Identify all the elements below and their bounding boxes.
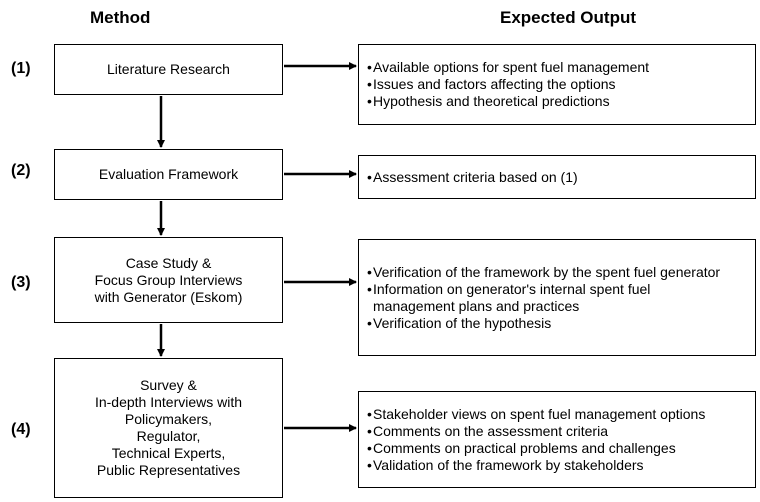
output-item: • Information on generator's internal spent fuel management plans and practices <box>367 281 727 315</box>
method-line: Focus Group Interviews <box>94 271 243 288</box>
expected-output-header: Expected Output <box>500 8 637 27</box>
method-line: Technical Experts, <box>111 445 226 461</box>
step-number-3: (3) <box>11 274 31 291</box>
method-header: Method <box>90 8 151 27</box>
method-line: with Generator (Eskom) <box>94 288 243 305</box>
method-line: Literature Research <box>107 61 230 77</box>
step-number-4: (4) <box>11 421 31 438</box>
output-item: • Validation of the framework by stakeholders <box>367 457 755 474</box>
step-number-2: (2) <box>11 162 31 179</box>
step-number-1: (1) <box>11 60 31 77</box>
output-item: • Hypothesis and theoretical predictions <box>367 93 755 110</box>
output-item: • Verification of the hypothesis <box>367 315 727 332</box>
output-item: • Stakeholder views on spent fuel management options <box>367 406 755 423</box>
method-line: Regulator, <box>136 428 201 444</box>
output-item: • Verification of the framework by the spent fuel generator <box>367 264 727 281</box>
output-item: • Assessment criteria based on (1) <box>367 169 755 186</box>
output-item: • Available options for spent fuel management <box>367 59 755 76</box>
method-line: Public Representatives <box>96 462 241 478</box>
output-item: • Comments on the assessment criteria <box>367 423 755 440</box>
output-item: • Issues and factors affecting the options <box>367 76 755 93</box>
method-line: In-depth Interviews with <box>94 394 243 410</box>
method-line: Evaluation Framework <box>98 166 239 182</box>
method-line: Survey & <box>140 377 197 393</box>
method-line: Case Study & <box>125 254 212 271</box>
output-item: • Comments on practical problems and challenges <box>367 440 755 457</box>
method-line: Policymakers, <box>124 411 213 427</box>
